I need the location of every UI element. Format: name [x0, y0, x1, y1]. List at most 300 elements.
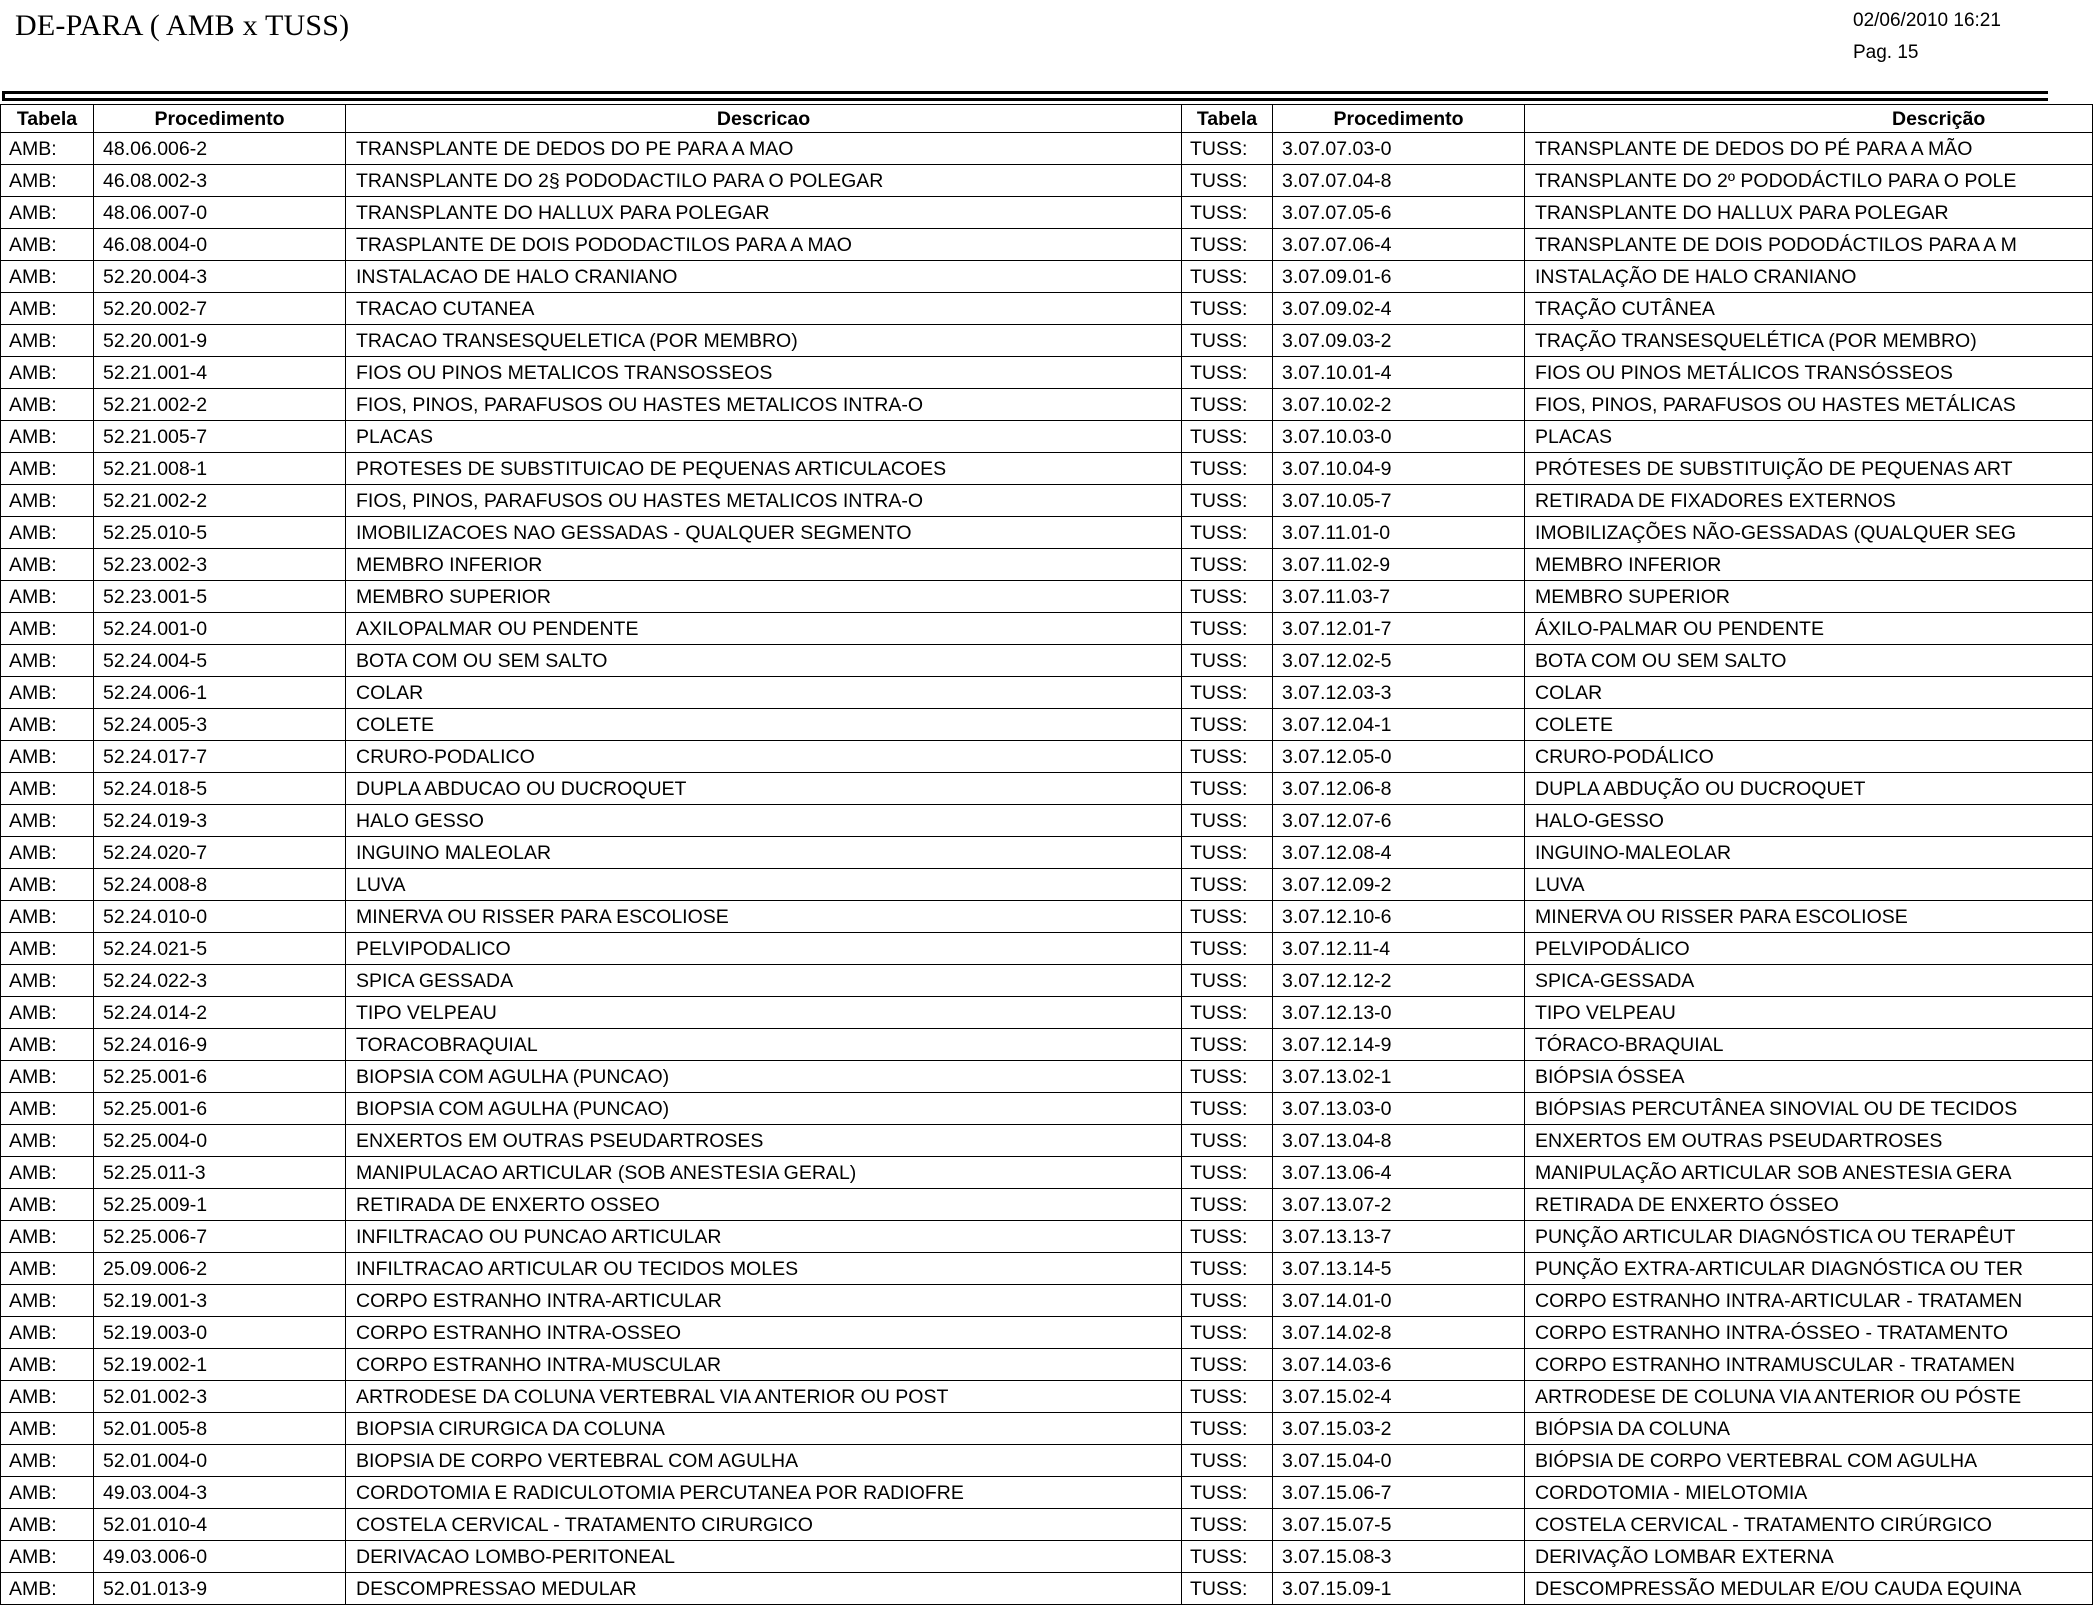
- cell-procedimento-amb: 46.08.002-3: [94, 165, 346, 197]
- cell-descricao-tuss: RETIRADA DE ENXERTO ÓSSEO: [1525, 1189, 2093, 1221]
- cell-procedimento-amb: 52.20.004-3: [94, 261, 346, 293]
- cell-tabela-tuss: TUSS:: [1182, 1445, 1273, 1477]
- cell-procedimento-tuss: 3.07.12.05-0: [1273, 741, 1525, 773]
- cell-procedimento-tuss: 3.07.13.07-2: [1273, 1189, 1525, 1221]
- table-row: [1, 741, 2093, 773]
- cell-descricao-tuss: HALO-GESSO: [1525, 805, 2093, 837]
- column-header-procedimento-tuss: Procedimento: [1273, 105, 1525, 133]
- cell-tabela-tuss: TUSS:: [1182, 965, 1273, 997]
- cell-tabela-amb: AMB:: [1, 741, 94, 773]
- table-row: [1, 133, 2093, 165]
- table-row: [1, 453, 2093, 485]
- cell-tabela-tuss: TUSS:: [1182, 1061, 1273, 1093]
- cell-procedimento-amb: 52.24.021-5: [94, 933, 346, 965]
- cell-tabela-tuss: TUSS:: [1182, 1477, 1273, 1509]
- table-row: [1, 805, 2093, 837]
- cell-tabela-amb: AMB:: [1, 1189, 94, 1221]
- cell-procedimento-amb: 52.25.011-3: [94, 1157, 346, 1189]
- table-row: [1, 485, 2093, 517]
- cell-procedimento-amb: 25.09.006-2: [94, 1253, 346, 1285]
- cell-procedimento-amb: 52.24.008-8: [94, 869, 346, 901]
- cell-descricao-tuss: PLACAS: [1525, 421, 2093, 453]
- cell-tabela-amb: AMB:: [1, 1349, 94, 1381]
- cell-descricao-tuss: DUPLA ABDUÇÃO OU DUCROQUET: [1525, 773, 2093, 805]
- cell-procedimento-amb: 52.24.018-5: [94, 773, 346, 805]
- cell-tabela-amb: AMB:: [1, 613, 94, 645]
- cell-tabela-amb: AMB:: [1, 1125, 94, 1157]
- cell-tabela-amb: AMB:: [1, 453, 94, 485]
- cell-descricao-amb: TIPO VELPEAU: [346, 997, 1182, 1029]
- cell-descricao-amb: TRACAO TRANSESQUELETICA (POR MEMBRO): [346, 325, 1182, 357]
- table-row: [1, 1349, 2093, 1381]
- cell-descricao-amb: CORPO ESTRANHO INTRA-ARTICULAR: [346, 1285, 1182, 1317]
- cell-tabela-tuss: TUSS:: [1182, 1029, 1273, 1061]
- cell-tabela-tuss: TUSS:: [1182, 485, 1273, 517]
- page-number: Pag. 15: [1853, 42, 1919, 63]
- cell-tabela-tuss: TUSS:: [1182, 133, 1273, 165]
- cell-procedimento-tuss: 3.07.15.09-1: [1273, 1573, 1525, 1605]
- cell-procedimento-tuss: 3.07.11.02-9: [1273, 549, 1525, 581]
- cell-procedimento-amb: 52.25.006-7: [94, 1221, 346, 1253]
- cell-descricao-amb: MANIPULACAO ARTICULAR (SOB ANESTESIA GERAL): [346, 1157, 1182, 1189]
- cell-tabela-amb: AMB:: [1, 1573, 94, 1605]
- table-row: [1, 1573, 2093, 1605]
- table-row: [1, 389, 2093, 421]
- cell-descricao-tuss: CORPO ESTRANHO INTRA-ARTICULAR - TRATAMEN: [1525, 1285, 2093, 1317]
- table-row: [1, 837, 2093, 869]
- cell-tabela-amb: AMB:: [1, 197, 94, 229]
- cell-procedimento-tuss: 3.07.12.09-2: [1273, 869, 1525, 901]
- cell-tabela-tuss: TUSS:: [1182, 613, 1273, 645]
- cell-descricao-amb: RETIRADA DE ENXERTO OSSEO: [346, 1189, 1182, 1221]
- cell-descricao-tuss: PUNÇÃO EXTRA-ARTICULAR DIAGNÓSTICA OU TER: [1525, 1253, 2093, 1285]
- cell-descricao-amb: BIOPSIA COM AGULHA (PUNCAO): [346, 1061, 1182, 1093]
- cell-descricao-amb: TRANSPLANTE DE DEDOS DO PE PARA A MAO: [346, 133, 1182, 165]
- cell-descricao-amb: PLACAS: [346, 421, 1182, 453]
- cell-descricao-tuss: TRANSPLANTE DO HALLUX PARA POLEGAR: [1525, 197, 2093, 229]
- cell-tabela-tuss: TUSS:: [1182, 1221, 1273, 1253]
- cell-tabela-amb: AMB:: [1, 325, 94, 357]
- cell-tabela-amb: AMB:: [1, 293, 94, 325]
- cell-descricao-amb: COSTELA CERVICAL - TRATAMENTO CIRURGICO: [346, 1509, 1182, 1541]
- cell-tabela-tuss: TUSS:: [1182, 453, 1273, 485]
- table-row: [1, 1093, 2093, 1125]
- cell-procedimento-amb: 52.19.003-0: [94, 1317, 346, 1349]
- cell-procedimento-amb: 49.03.004-3: [94, 1477, 346, 1509]
- table-row: [1, 965, 2093, 997]
- cell-tabela-amb: AMB:: [1, 805, 94, 837]
- cell-procedimento-amb: 52.24.019-3: [94, 805, 346, 837]
- cell-descricao-tuss: PRÓTESES DE SUBSTITUIÇÃO DE PEQUENAS ART: [1525, 453, 2093, 485]
- cell-tabela-amb: AMB:: [1, 165, 94, 197]
- table-row: [1, 773, 2093, 805]
- cell-descricao-amb: FIOS OU PINOS METALICOS TRANSOSSEOS: [346, 357, 1182, 389]
- cell-tabela-tuss: TUSS:: [1182, 869, 1273, 901]
- cell-descricao-amb: PROTESES DE SUBSTITUICAO DE PEQUENAS ARTICULACOES: [346, 453, 1182, 485]
- cell-descricao-tuss: TIPO VELPEAU: [1525, 997, 2093, 1029]
- cell-tabela-amb: AMB:: [1, 581, 94, 613]
- cell-tabela-amb: AMB:: [1, 133, 94, 165]
- cell-descricao-tuss: INSTALAÇÃO DE HALO CRANIANO: [1525, 261, 2093, 293]
- cell-procedimento-tuss: 3.07.10.05-7: [1273, 485, 1525, 517]
- cell-tabela-tuss: TUSS:: [1182, 1381, 1273, 1413]
- cell-descricao-tuss: DESCOMPRESSÃO MEDULAR E/OU CAUDA EQUINA: [1525, 1573, 2093, 1605]
- column-header-descricao-amb: Descricao: [346, 105, 1182, 133]
- cell-descricao-tuss: CORPO ESTRANHO INTRA-ÓSSEO - TRATAMENTO: [1525, 1317, 2093, 1349]
- cell-procedimento-tuss: 3.07.12.11-4: [1273, 933, 1525, 965]
- cell-tabela-amb: AMB:: [1, 1093, 94, 1125]
- cell-procedimento-tuss: 3.07.12.02-5: [1273, 645, 1525, 677]
- header-rule-top: [2, 91, 2048, 94]
- cell-procedimento-tuss: 3.07.13.02-1: [1273, 1061, 1525, 1093]
- cell-tabela-amb: AMB:: [1, 1541, 94, 1573]
- cell-descricao-tuss: TRANSPLANTE DO 2º PODODÁCTILO PARA O POLE: [1525, 165, 2093, 197]
- table-row: [1, 1189, 2093, 1221]
- table-row: [1, 1317, 2093, 1349]
- cell-descricao-amb: FIOS, PINOS, PARAFUSOS OU HASTES METALICOS INTRA-O: [346, 485, 1182, 517]
- cell-descricao-amb: DERIVACAO LOMBO-PERITONEAL: [346, 1541, 1182, 1573]
- cell-tabela-tuss: TUSS:: [1182, 581, 1273, 613]
- table-row: [1, 1541, 2093, 1573]
- cell-descricao-amb: INFILTRACAO ARTICULAR OU TECIDOS MOLES: [346, 1253, 1182, 1285]
- cell-descricao-amb: AXILOPALMAR OU PENDENTE: [346, 613, 1182, 645]
- cell-descricao-tuss: LUVA: [1525, 869, 2093, 901]
- cell-procedimento-amb: 52.20.001-9: [94, 325, 346, 357]
- cell-procedimento-amb: 52.23.002-3: [94, 549, 346, 581]
- cell-tabela-amb: AMB:: [1, 773, 94, 805]
- table-row: [1, 1413, 2093, 1445]
- cell-procedimento-tuss: 3.07.12.04-1: [1273, 709, 1525, 741]
- cell-procedimento-amb: 52.19.002-1: [94, 1349, 346, 1381]
- cell-descricao-amb: CORDOTOMIA E RADICULOTOMIA PERCUTANEA POR RADIOFRE: [346, 1477, 1182, 1509]
- cell-descricao-amb: FIOS, PINOS, PARAFUSOS OU HASTES METALICOS INTRA-O: [346, 389, 1182, 421]
- cell-tabela-amb: AMB:: [1, 357, 94, 389]
- cell-descricao-amb: ENXERTOS EM OUTRAS PSEUDARTROSES: [346, 1125, 1182, 1157]
- cell-tabela-amb: AMB:: [1, 933, 94, 965]
- cell-procedimento-tuss: 3.07.13.04-8: [1273, 1125, 1525, 1157]
- cell-descricao-amb: SPICA GESSADA: [346, 965, 1182, 997]
- cell-descricao-tuss: CORPO ESTRANHO INTRAMUSCULAR - TRATAMEN: [1525, 1349, 2093, 1381]
- cell-procedimento-amb: 52.25.001-6: [94, 1061, 346, 1093]
- cell-procedimento-amb: 46.08.004-0: [94, 229, 346, 261]
- cell-procedimento-tuss: 3.07.13.14-5: [1273, 1253, 1525, 1285]
- cell-procedimento-amb: 52.23.001-5: [94, 581, 346, 613]
- cell-descricao-tuss: SPICA-GESSADA: [1525, 965, 2093, 997]
- cell-procedimento-tuss: 3.07.15.04-0: [1273, 1445, 1525, 1477]
- cell-tabela-tuss: TUSS:: [1182, 837, 1273, 869]
- table-header-row: [1, 105, 2093, 133]
- cell-procedimento-amb: 52.24.017-7: [94, 741, 346, 773]
- cell-procedimento-amb: 52.01.004-0: [94, 1445, 346, 1477]
- cell-descricao-amb: COLAR: [346, 677, 1182, 709]
- column-header-tabela-amb: Tabela: [1, 105, 94, 133]
- cell-tabela-tuss: TUSS:: [1182, 1413, 1273, 1445]
- cell-procedimento-amb: 52.24.020-7: [94, 837, 346, 869]
- cell-descricao-tuss: PELVIPODÁLICO: [1525, 933, 2093, 965]
- cell-descricao-amb: HALO GESSO: [346, 805, 1182, 837]
- cell-procedimento-tuss: 3.07.09.02-4: [1273, 293, 1525, 325]
- cell-procedimento-amb: 52.24.006-1: [94, 677, 346, 709]
- cell-descricao-tuss: BIÓPSIAS PERCUTÂNEA SINOVIAL OU DE TECIDOS: [1525, 1093, 2093, 1125]
- cell-descricao-amb: IMOBILIZACOES NAO GESSADAS - QUALQUER SEGMENTO: [346, 517, 1182, 549]
- cell-procedimento-amb: 52.24.005-3: [94, 709, 346, 741]
- cell-procedimento-tuss: 3.07.12.10-6: [1273, 901, 1525, 933]
- cell-tabela-tuss: TUSS:: [1182, 1349, 1273, 1381]
- cell-procedimento-tuss: 3.07.15.07-5: [1273, 1509, 1525, 1541]
- table-row: [1, 1509, 2093, 1541]
- cell-tabela-amb: AMB:: [1, 1029, 94, 1061]
- cell-procedimento-amb: 52.25.009-1: [94, 1189, 346, 1221]
- table-row: [1, 1221, 2093, 1253]
- cell-descricao-amb: TRASPLANTE DE DOIS PODODACTILOS PARA A MAO: [346, 229, 1182, 261]
- cell-tabela-tuss: TUSS:: [1182, 645, 1273, 677]
- cell-tabela-tuss: TUSS:: [1182, 517, 1273, 549]
- table-row: [1, 357, 2093, 389]
- cell-procedimento-amb: 52.24.004-5: [94, 645, 346, 677]
- cell-descricao-tuss: ÁXILO-PALMAR OU PENDENTE: [1525, 613, 2093, 645]
- cell-procedimento-tuss: 3.07.11.03-7: [1273, 581, 1525, 613]
- cell-procedimento-amb: 52.21.002-2: [94, 485, 346, 517]
- cell-tabela-amb: AMB:: [1, 549, 94, 581]
- cell-procedimento-tuss: 3.07.13.06-4: [1273, 1157, 1525, 1189]
- cell-procedimento-tuss: 3.07.14.02-8: [1273, 1317, 1525, 1349]
- cell-tabela-tuss: TUSS:: [1182, 1509, 1273, 1541]
- cell-procedimento-tuss: 3.07.07.04-8: [1273, 165, 1525, 197]
- cell-descricao-tuss: TÓRACO-BRAQUIAL: [1525, 1029, 2093, 1061]
- cell-tabela-amb: AMB:: [1, 1477, 94, 1509]
- cell-procedimento-tuss: 3.07.12.03-3: [1273, 677, 1525, 709]
- table-row: [1, 549, 2093, 581]
- cell-descricao-amb: INFILTRACAO OU PUNCAO ARTICULAR: [346, 1221, 1182, 1253]
- cell-descricao-tuss: COLETE: [1525, 709, 2093, 741]
- cell-tabela-tuss: TUSS:: [1182, 293, 1273, 325]
- cell-procedimento-tuss: 3.07.12.07-6: [1273, 805, 1525, 837]
- cell-procedimento-tuss: 3.07.13.13-7: [1273, 1221, 1525, 1253]
- table-row: [1, 1253, 2093, 1285]
- cell-procedimento-amb: 52.25.004-0: [94, 1125, 346, 1157]
- cell-tabela-tuss: TUSS:: [1182, 1157, 1273, 1189]
- cell-tabela-tuss: TUSS:: [1182, 709, 1273, 741]
- table-header: [1, 105, 2093, 133]
- cell-tabela-amb: AMB:: [1, 517, 94, 549]
- cell-tabela-amb: AMB:: [1, 229, 94, 261]
- cell-procedimento-tuss: 3.07.09.01-6: [1273, 261, 1525, 293]
- cell-descricao-tuss: PUNÇÃO ARTICULAR DIAGNÓSTICA OU TERAPÊUT: [1525, 1221, 2093, 1253]
- cell-tabela-amb: AMB:: [1, 997, 94, 1029]
- table-row: [1, 1029, 2093, 1061]
- cell-descricao-tuss: FIOS, PINOS, PARAFUSOS OU HASTES METÁLICAS: [1525, 389, 2093, 421]
- cell-descricao-amb: ARTRODESE DA COLUNA VERTEBRAL VIA ANTERIOR OU POST: [346, 1381, 1182, 1413]
- cell-procedimento-tuss: 3.07.15.08-3: [1273, 1541, 1525, 1573]
- cell-tabela-tuss: TUSS:: [1182, 1573, 1273, 1605]
- cell-tabela-tuss: TUSS:: [1182, 805, 1273, 837]
- cell-procedimento-tuss: 3.07.12.01-7: [1273, 613, 1525, 645]
- cell-descricao-amb: BIOPSIA DE CORPO VERTEBRAL COM AGULHA: [346, 1445, 1182, 1477]
- cell-descricao-tuss: TRAÇÃO TRANSESQUELÉTICA (POR MEMBRO): [1525, 325, 2093, 357]
- cell-descricao-amb: MEMBRO INFERIOR: [346, 549, 1182, 581]
- cell-tabela-tuss: TUSS:: [1182, 421, 1273, 453]
- cell-procedimento-tuss: 3.07.07.03-0: [1273, 133, 1525, 165]
- cell-descricao-tuss: FIOS OU PINOS METÁLICOS TRANSÓSSEOS: [1525, 357, 2093, 389]
- cell-tabela-amb: AMB:: [1, 1317, 94, 1349]
- cell-tabela-amb: AMB:: [1, 869, 94, 901]
- cell-procedimento-amb: 52.21.005-7: [94, 421, 346, 453]
- cell-procedimento-amb: 52.24.022-3: [94, 965, 346, 997]
- cell-procedimento-amb: 52.21.002-2: [94, 389, 346, 421]
- cell-descricao-amb: TRACAO CUTANEA: [346, 293, 1182, 325]
- cell-tabela-amb: AMB:: [1, 1253, 94, 1285]
- cell-procedimento-tuss: 3.07.10.02-2: [1273, 389, 1525, 421]
- table-row: [1, 293, 2093, 325]
- cell-tabela-tuss: TUSS:: [1182, 1317, 1273, 1349]
- table-row: [1, 997, 2093, 1029]
- cell-descricao-tuss: TRANSPLANTE DE DOIS PODODÁCTILOS PARA A M: [1525, 229, 2093, 261]
- cell-tabela-amb: AMB:: [1, 1445, 94, 1477]
- cell-procedimento-amb: 52.25.001-6: [94, 1093, 346, 1125]
- cell-procedimento-tuss: 3.07.12.14-9: [1273, 1029, 1525, 1061]
- cell-tabela-tuss: TUSS:: [1182, 901, 1273, 933]
- cell-tabela-tuss: TUSS:: [1182, 1253, 1273, 1285]
- table-row: [1, 1445, 2093, 1477]
- cell-tabela-tuss: TUSS:: [1182, 165, 1273, 197]
- cell-descricao-amb: BIOPSIA COM AGULHA (PUNCAO): [346, 1093, 1182, 1125]
- cell-procedimento-amb: 52.24.014-2: [94, 997, 346, 1029]
- page-title: DE-PARA ( AMB x TUSS): [15, 9, 350, 42]
- cell-descricao-amb: BIOPSIA CIRURGICA DA COLUNA: [346, 1413, 1182, 1445]
- cell-procedimento-amb: 52.01.005-8: [94, 1413, 346, 1445]
- cell-descricao-tuss: TRANSPLANTE DE DEDOS DO PÉ PARA A MÃO: [1525, 133, 2093, 165]
- table-row: [1, 1381, 2093, 1413]
- cell-descricao-amb: INSTALACAO DE HALO CRANIANO: [346, 261, 1182, 293]
- mapping-table-container: [0, 104, 2048, 1600]
- cell-tabela-amb: AMB:: [1, 261, 94, 293]
- cell-descricao-tuss: MEMBRO SUPERIOR: [1525, 581, 2093, 613]
- table-row: [1, 933, 2093, 965]
- cell-descricao-amb: DESCOMPRESSAO MEDULAR: [346, 1573, 1182, 1605]
- cell-tabela-tuss: TUSS:: [1182, 933, 1273, 965]
- cell-descricao-tuss: MEMBRO INFERIOR: [1525, 549, 2093, 581]
- cell-procedimento-amb: 52.01.002-3: [94, 1381, 346, 1413]
- cell-tabela-amb: AMB:: [1, 965, 94, 997]
- cell-tabela-tuss: TUSS:: [1182, 1541, 1273, 1573]
- cell-tabela-amb: AMB:: [1, 1381, 94, 1413]
- cell-descricao-amb: INGUINO MALEOLAR: [346, 837, 1182, 869]
- cell-procedimento-amb: 52.21.001-4: [94, 357, 346, 389]
- cell-descricao-amb: PELVIPODALICO: [346, 933, 1182, 965]
- table-row: [1, 261, 2093, 293]
- print-datetime: 02/06/2010 16:21: [1853, 10, 2001, 31]
- cell-descricao-tuss: IMOBILIZAÇÕES NÃO-GESSADAS (QUALQUER SEG: [1525, 517, 2093, 549]
- cell-descricao-amb: DUPLA ABDUCAO OU DUCROQUET: [346, 773, 1182, 805]
- header-rule-cap: [2, 91, 5, 101]
- column-header-descricao-tuss: Descrição: [1525, 105, 2093, 133]
- cell-tabela-tuss: TUSS:: [1182, 773, 1273, 805]
- cell-tabela-tuss: TUSS:: [1182, 741, 1273, 773]
- cell-tabela-tuss: TUSS:: [1182, 1125, 1273, 1157]
- cell-descricao-tuss: TRAÇÃO CUTÂNEA: [1525, 293, 2093, 325]
- table-row: [1, 1061, 2093, 1093]
- cell-procedimento-tuss: 3.07.11.01-0: [1273, 517, 1525, 549]
- table-row: [1, 901, 2093, 933]
- cell-procedimento-amb: 52.24.001-0: [94, 613, 346, 645]
- cell-procedimento-amb: 52.20.002-7: [94, 293, 346, 325]
- cell-tabela-tuss: TUSS:: [1182, 357, 1273, 389]
- cell-descricao-tuss: BOTA COM OU SEM SALTO: [1525, 645, 2093, 677]
- cell-tabela-tuss: TUSS:: [1182, 389, 1273, 421]
- table-row: [1, 1157, 2093, 1189]
- column-header-procedimento-amb: Procedimento: [94, 105, 346, 133]
- column-header-tabela-tuss: Tabela: [1182, 105, 1273, 133]
- cell-tabela-amb: AMB:: [1, 1509, 94, 1541]
- cell-descricao-tuss: CORDOTOMIA - MIELOTOMIA: [1525, 1477, 2093, 1509]
- cell-descricao-amb: COLETE: [346, 709, 1182, 741]
- cell-tabela-tuss: TUSS:: [1182, 1189, 1273, 1221]
- cell-procedimento-tuss: 3.07.15.02-4: [1273, 1381, 1525, 1413]
- table-row: [1, 645, 2093, 677]
- cell-tabela-tuss: TUSS:: [1182, 325, 1273, 357]
- mapping-table: [0, 104, 2093, 1605]
- cell-descricao-tuss: COSTELA CERVICAL - TRATAMENTO CIRÚRGICO: [1525, 1509, 2093, 1541]
- cell-procedimento-tuss: 3.07.15.03-2: [1273, 1413, 1525, 1445]
- cell-descricao-tuss: BIÓPSIA DE CORPO VERTEBRAL COM AGULHA: [1525, 1445, 2093, 1477]
- cell-descricao-tuss: MANIPULAÇÃO ARTICULAR SOB ANESTESIA GERA: [1525, 1157, 2093, 1189]
- table-row: [1, 165, 2093, 197]
- table-row: [1, 325, 2093, 357]
- cell-tabela-tuss: TUSS:: [1182, 1285, 1273, 1317]
- table-row: [1, 229, 2093, 261]
- cell-descricao-tuss: COLAR: [1525, 677, 2093, 709]
- cell-descricao-amb: TORACOBRAQUIAL: [346, 1029, 1182, 1061]
- cell-descricao-tuss: RETIRADA DE FIXADORES EXTERNOS: [1525, 485, 2093, 517]
- cell-procedimento-tuss: 3.07.07.06-4: [1273, 229, 1525, 261]
- cell-descricao-amb: MEMBRO SUPERIOR: [346, 581, 1182, 613]
- cell-procedimento-tuss: 3.07.14.01-0: [1273, 1285, 1525, 1317]
- cell-procedimento-amb: 52.21.008-1: [94, 453, 346, 485]
- cell-procedimento-tuss: 3.07.09.03-2: [1273, 325, 1525, 357]
- cell-descricao-amb: CORPO ESTRANHO INTRA-OSSEO: [346, 1317, 1182, 1349]
- cell-descricao-tuss: MINERVA OU RISSER PARA ESCOLIOSE: [1525, 901, 2093, 933]
- cell-descricao-amb: TRANSPLANTE DO 2§ PODODACTILO PARA O POLEGAR: [346, 165, 1182, 197]
- cell-tabela-amb: AMB:: [1, 1061, 94, 1093]
- cell-procedimento-tuss: 3.07.10.01-4: [1273, 357, 1525, 389]
- cell-tabela-amb: AMB:: [1, 421, 94, 453]
- table-row: [1, 1125, 2093, 1157]
- table-row: [1, 197, 2093, 229]
- cell-tabela-amb: AMB:: [1, 389, 94, 421]
- cell-procedimento-amb: 48.06.006-2: [94, 133, 346, 165]
- cell-procedimento-amb: 52.01.013-9: [94, 1573, 346, 1605]
- cell-procedimento-amb: 52.25.010-5: [94, 517, 346, 549]
- cell-tabela-amb: AMB:: [1, 1413, 94, 1445]
- cell-tabela-amb: AMB:: [1, 837, 94, 869]
- cell-descricao-amb: MINERVA OU RISSER PARA ESCOLIOSE: [346, 901, 1182, 933]
- table-row: [1, 581, 2093, 613]
- table-row: [1, 517, 2093, 549]
- cell-tabela-tuss: TUSS:: [1182, 677, 1273, 709]
- cell-descricao-amb: CORPO ESTRANHO INTRA-MUSCULAR: [346, 1349, 1182, 1381]
- table-row: [1, 677, 2093, 709]
- cell-descricao-tuss: ARTRODESE DE COLUNA VIA ANTERIOR OU PÓSTE: [1525, 1381, 2093, 1413]
- table-body: [1, 133, 2093, 1605]
- cell-tabela-amb: AMB:: [1, 645, 94, 677]
- cell-descricao-tuss: BIÓPSIA ÓSSEA: [1525, 1061, 2093, 1093]
- cell-tabela-amb: AMB:: [1, 901, 94, 933]
- cell-procedimento-amb: 48.06.007-0: [94, 197, 346, 229]
- cell-tabela-amb: AMB:: [1, 1221, 94, 1253]
- cell-descricao-amb: LUVA: [346, 869, 1182, 901]
- cell-descricao-tuss: INGUINO-MALEOLAR: [1525, 837, 2093, 869]
- table-row: [1, 1477, 2093, 1509]
